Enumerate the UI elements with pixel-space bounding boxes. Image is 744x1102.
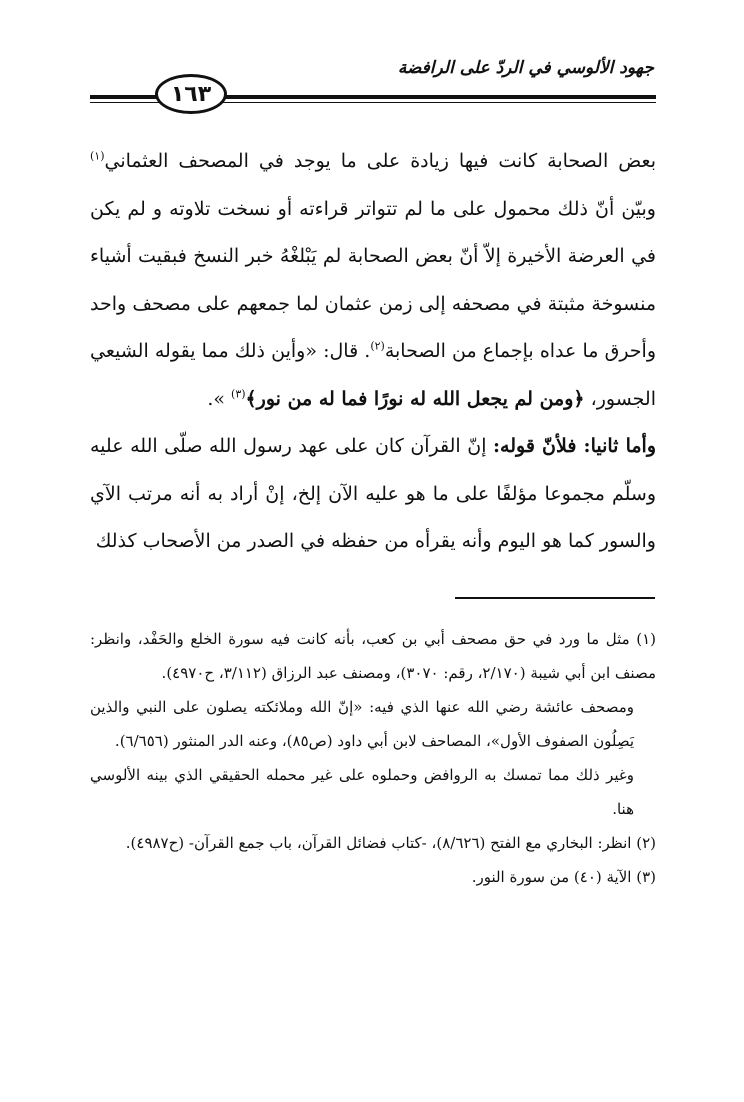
paragraph-2 (90, 423, 656, 566)
quote-close: ». (207, 387, 232, 410)
paragraph-2-lead: وأما ثانيا: فلأنّ قوله: (493, 435, 656, 457)
running-header-title: جهود الألوسي في الردّ على الرافضة (397, 58, 654, 78)
paragraph-1-middle: وبيّن أنّ ذلك محمول على ما لم تتواتر قراءته أو نسخت تلاوته و لم يكن في العرضة الأخيرة إلاّ أنّ بعض الصحابة لم يَبْلغْهُ خبر النسخ فبقيت أشياء منسوخة مثبتة في مصحفه إلى زمن عثمان لما جمعهم على مصحف واحد وأحرق ما عداه بإجماع من الصحابة (90, 197, 656, 362)
footnote-1-continued: ومصحف عائشة رضي الله عنها الذي فيه: «إنّ الله وملائكته يصلون على النبي والذين يَصِلُون الصفوف الأول»، المصاحف لابن أبي داود (ص٨٥)، وعنه الدر المنثور (٦/٦٥٦). (90, 698, 634, 750)
footnote-ref-2: (٢) (370, 339, 385, 353)
footnote-separator (455, 597, 655, 599)
quote-intro: . قال: «وأين ذلك مما يقوله الشيعي الجسور، (90, 340, 656, 410)
footnote-ref-3: (٣) (231, 387, 246, 401)
footnote-3: (٣) الآية (٤٠) من سورة النور. (471, 868, 656, 886)
footnote-1: (١) مثل ما ورد في حق مصحف أبي بن كعب، بأنه كانت فيه سورة الخلع والحَفْد، وانظر: مصنف ابن أبي شيبة (٢/١٧٠، رقم: ٣٠٧٠)، ومصنف عبد الرزاق (٣/١١٢، ح٤٩٧٠). (90, 630, 656, 682)
footnote-ref-1: (١) (90, 149, 105, 163)
footnote-2: (٢) انظر: البخاري مع الفتح (٨/٦٢٦)، -كتاب فضائل القرآن، باب جمع القرآن- (ح٤٩٨٧). (125, 834, 656, 852)
footnotes (90, 622, 656, 894)
footnote-1-remark: وغير ذلك مما تمسك به الروافض وحملوه على غير محمله الحقيقي الذي بينه الألوسي هنا. (90, 766, 634, 818)
paragraph-1 (90, 138, 656, 423)
main-text (90, 138, 656, 566)
paragraph-1-start: بعض الصحابة كانت فيها زيادة على ما يوجد في المصحف العثماني (104, 150, 656, 172)
page-number-badge: ١٦٣ (155, 74, 227, 114)
quran-verse: ﴿ومن لم يجعل الله له نورًا فما له من نور﴾ (245, 387, 585, 410)
paragraph-2-text: إنّ القرآن كان على عهد رسول الله صلّى الله عليه وسلّم مجموعا مؤلفًا على ما هو عليه الآن إلخ، إنْ أراد به أنه مرتب الآي والسور كما هو اليوم وأنه يقرأه من حفظه في الصدر من الأصحاب كذلك (90, 435, 656, 552)
